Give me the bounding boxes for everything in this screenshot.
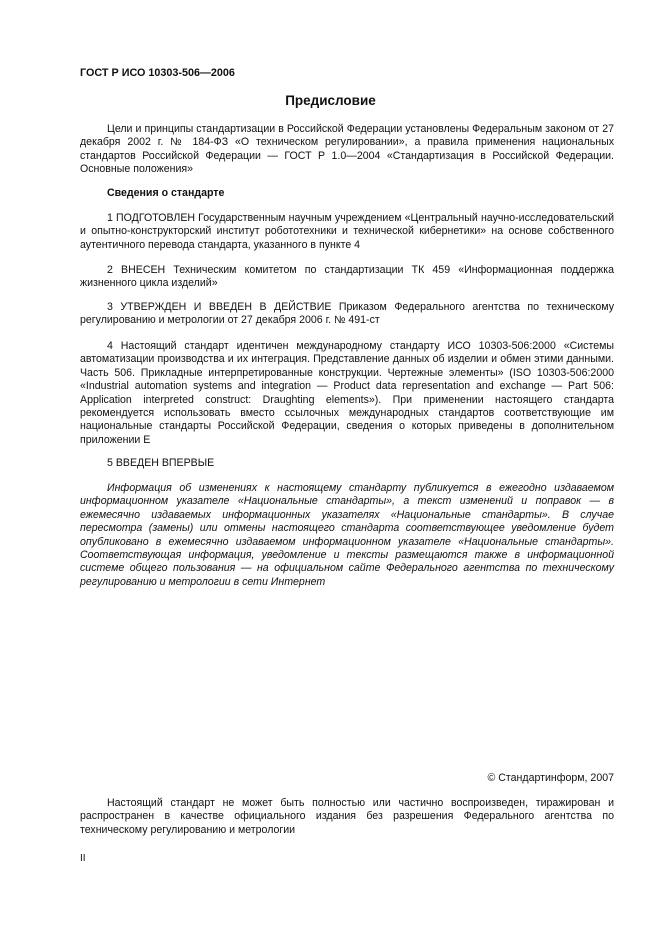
section-heading: Сведения о стандарте (107, 187, 225, 199)
notice-paragraph: Информация об изменениях к настоящему стандарту публикуется в ежегодно издаваемом информационном указателе «Национальные стандарты», а текст изменений и поправок — в ежемесячно издаваемых информационных указателях «Национальные стандарты». В случае пересмотра (замены) или отмены настоящего стандарта соответствующее уведомление будет опубликовано в ежемесячно издаваемом информационном указателе «Национальные стандарты». Соответствующая информация, уведомление и тексты размещаются также в информационной системе общего пользования — на официальном сайте Федерального агентства по техническому регулированию и метрологии в сети Интернет (80, 482, 614, 588)
reproduction-notice: Настоящий стандарт не может быть полностью или частично воспроизведен, тиражирован и распространен в качестве официального издания без разрешения Федерального агентства по техническому регулированию и метрологии (80, 797, 614, 836)
list-item-4: 4 Настоящий стандарт идентичен международному стандарту ИСО 10303-506:2000 «Системы автоматизации производства и их интеграция. Представление данных об изделии и обмен этими данными. Часть 506. Прикладные интерпретированные конструкции. Чертежные элементы» (ISO 10303-506:2000 «Industrial automation systems and integration — Product data representation and exchange — Part 506: Application interpreted construct: Draughting elements»). При применении настоящего стандарта рекомендуется использовать вместо ссылочных международных стандартов соответствующие им национальные стандарты Российской Федерации, сведения о которых приведены в дополнительном приложении Е (80, 340, 614, 446)
intro-paragraph: Цели и принципы стандартизации в Российской Федерации установлены Федеральным законом от 27 декабря 2002 г. № 184-ФЗ «О техническом регулировании», а правила применения национальных стандартов Российской Федерации — ГОСТ Р 1.0—2004 «Стандартизация в Российской Федерации. Основные положения» (80, 123, 614, 176)
copyright: © Стандартинформ, 2007 (487, 772, 614, 784)
list-item-2: 2 ВНЕСЕН Техническим комитетом по стандартизации ТК 459 «Информационная поддержка жизненного цикла изделий» (80, 264, 614, 290)
list-item-1: 1 ПОДГОТОВЛЕН Государственным научным учреждением «Центральный научно-исследовательский и опытно-конструкторский институт робототехники и технической кибернетики» на основе собственного аутентичного перевода стандарта, указанного в пункте 4 (80, 212, 614, 251)
page-title: Предисловие (285, 93, 376, 108)
document-id: ГОСТ Р ИСО 10303-506—2006 (80, 67, 235, 79)
list-item-5: 5 ВВЕДЕН ВПЕРВЫЕ (107, 457, 215, 469)
list-item-3: 3 УТВЕРЖДЕН И ВВЕДЕН В ДЕЙСТВИЕ Приказом Федерального агентства по техническому регулированию и метрологии от 27 декабря 2006 г. № 491-ст (80, 301, 614, 327)
page-number: II (80, 853, 86, 864)
